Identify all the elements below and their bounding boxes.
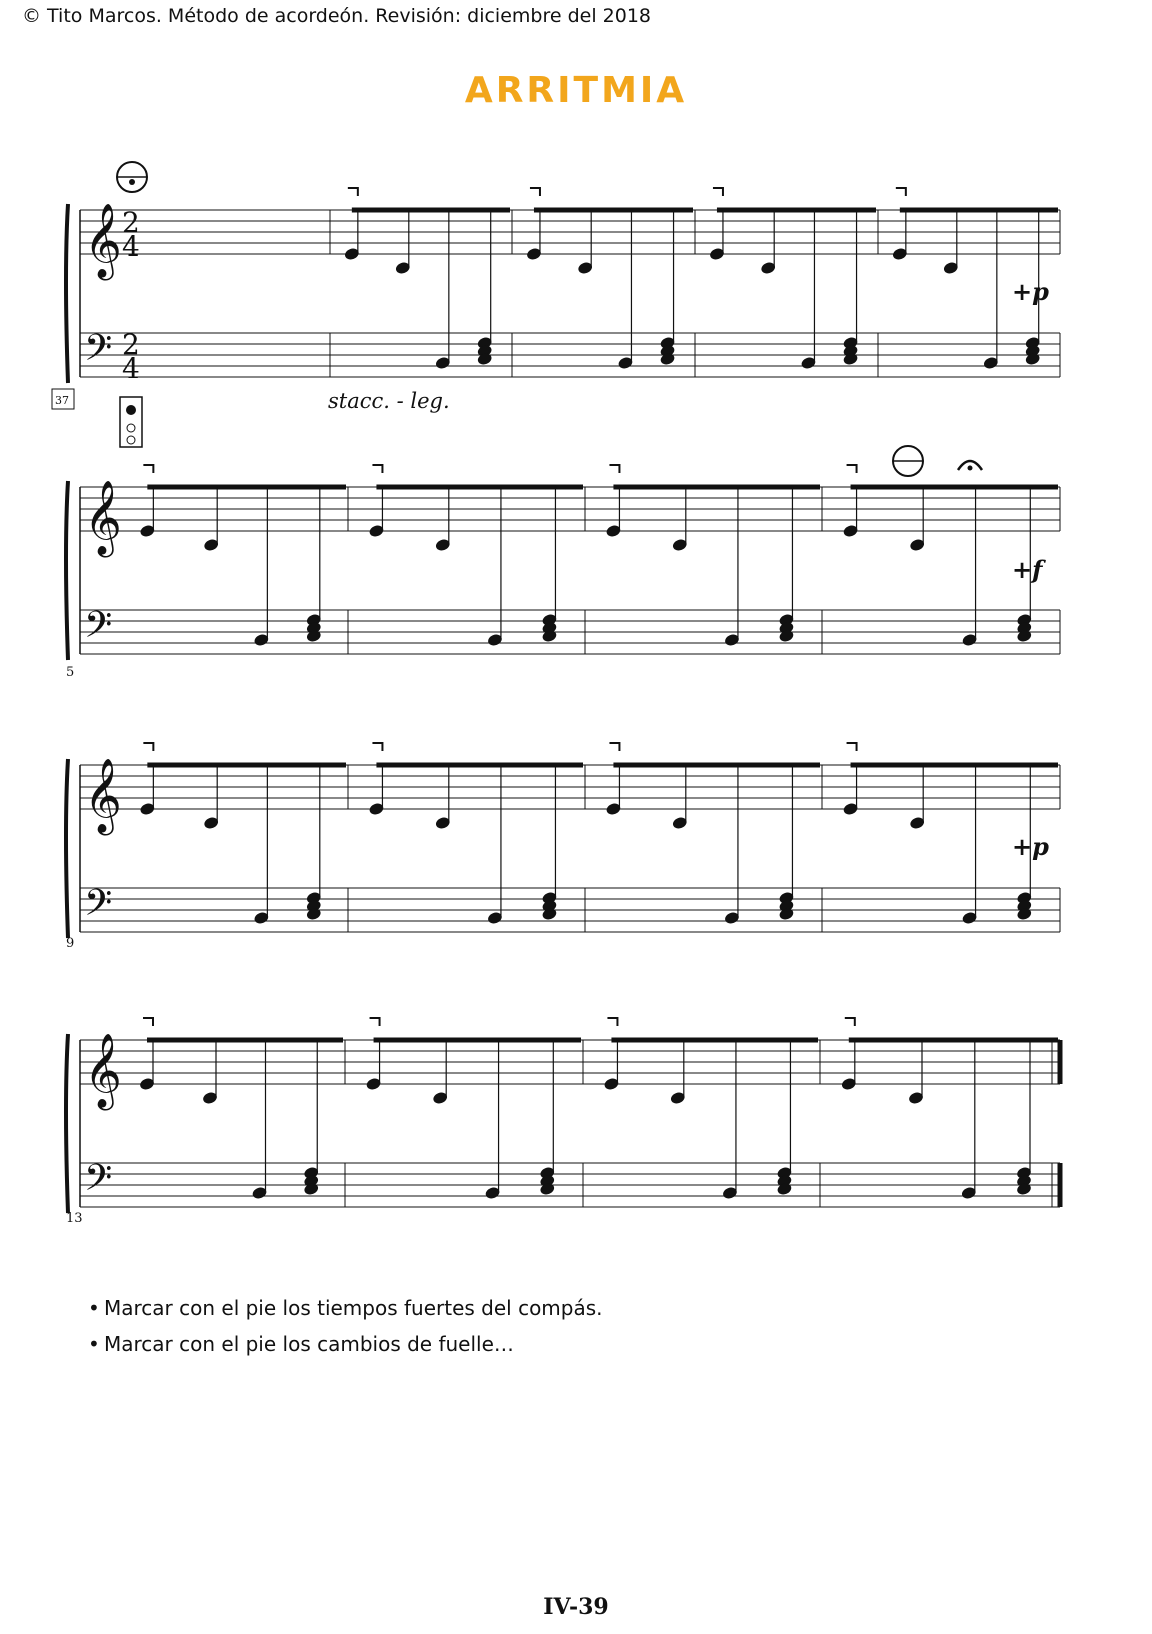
bass-clef-icon: 𝄢	[84, 1157, 113, 1208]
bass-register-icon-dot	[126, 405, 136, 415]
bellows-mark	[713, 188, 723, 196]
bass-register-icon-dot	[127, 424, 135, 432]
bellows-mark	[372, 465, 382, 473]
instruction-item: • Marcar con el pie los tiempos fuertes del compás.	[88, 1296, 603, 1320]
fermata-dot	[968, 466, 973, 471]
bellows-mark	[372, 743, 382, 751]
bass-clef-icon: 𝄢	[84, 604, 113, 655]
bellows-mark	[845, 1018, 855, 1026]
time-signature-top: 2	[122, 328, 140, 361]
dynamic-marking: +f	[1012, 555, 1043, 584]
measure-number-box-label: 37	[55, 394, 69, 407]
time-signature-top: 2	[122, 206, 140, 239]
measure-number: 9	[66, 936, 75, 951]
treble-clef-icon: 𝄞	[84, 204, 122, 278]
bass-register-icon	[120, 397, 142, 447]
system-bracket	[66, 759, 68, 938]
bellows-mark	[607, 1018, 617, 1026]
page-title: ARRITMIA	[464, 70, 688, 111]
bass-clef-icon: 𝄢	[84, 882, 113, 933]
bellows-mark	[847, 465, 857, 473]
bellows-mark	[896, 188, 906, 196]
bass-clef-icon: 𝄢	[84, 327, 113, 378]
system-bracket	[66, 204, 68, 383]
register-icon-dot	[129, 179, 135, 185]
bellows-mark	[370, 1018, 380, 1026]
treble-clef-icon: 𝄞	[84, 759, 122, 833]
articulation-text: stacc. - leg.	[328, 389, 450, 413]
dynamic-marking: +p	[1012, 277, 1049, 306]
treble-clef-icon: 𝄞	[84, 481, 122, 555]
bellows-mark	[143, 743, 153, 751]
dynamic-marking: +p	[1012, 832, 1049, 861]
page-number: IV-39	[543, 1594, 609, 1620]
treble-clef-icon: 𝄞	[84, 1034, 122, 1108]
bellows-mark	[609, 465, 619, 473]
time-signature-bottom: 4	[122, 352, 140, 385]
bellows-mark	[609, 743, 619, 751]
measure-number: 13	[66, 1211, 83, 1226]
instruction-item: • Marcar con el pie los cambios de fuelle…	[88, 1332, 514, 1356]
bellows-mark	[530, 188, 540, 196]
system-bracket	[66, 1034, 68, 1213]
bellows-mark	[847, 743, 857, 751]
instructions-list	[88, 1290, 603, 1362]
bellows-mark	[348, 188, 358, 196]
bass-register-icon-dot	[127, 436, 135, 444]
bellows-mark	[143, 465, 153, 473]
copyright-notice: © Tito Marcos. Método de acordeón. Revisión: diciembre del 2018	[22, 5, 652, 27]
system-bracket	[66, 481, 68, 660]
measure-number: 5	[66, 665, 75, 680]
time-signature-bottom: 4	[122, 230, 140, 263]
bellows-mark	[143, 1018, 153, 1026]
